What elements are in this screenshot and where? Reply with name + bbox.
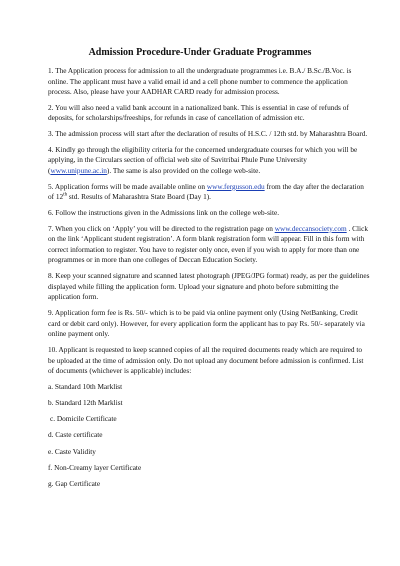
page-title: Admission Procedure-Under Graduate Programmes [88, 47, 312, 58]
fergusson-link[interactable]: www.fergusson.edu [206, 181, 265, 191]
paragraph-5-text-end: std. Results of Maharashtra State Board (Day 1). [67, 192, 211, 202]
list-item: a. Standard 10th Marklist [48, 381, 123, 391]
paragraph-3: 3. The admission process will start after the declaration of results of H.S.C. / 12th std. by Maharashtra Board. [48, 129, 368, 139]
documents-list [48, 382, 370, 490]
list-item: f. Non-Creamy layer Certificate [48, 462, 142, 472]
list-item: e. Caste Validity [48, 446, 96, 456]
document-body [48, 66, 370, 495]
paragraph-1: 1. The Application process for admission to all the undergraduate programmes i.e. B.A./ B.Sc./B.Voc. is online. The applicant must have a valid email id and a cell phone number to commence the application process. Also, please have your AADHAR CARD ready for admission process. [48, 66, 352, 97]
paragraph-7 [48, 224, 370, 266]
paragraph-4-text-start: 4. Kindly go through the eligibility criteria for the concerned undergraduate courses for which you will be applying, in the Circulars section of official web site of Savitribai Phule Pune University ( [48, 144, 358, 176]
list-item: b. Standard 12th Marklist [48, 397, 123, 407]
paragraph-8: 8. Keep your scanned signature and scanned latest photograph (JPEG/JPG format) ready, as per the guidelines displayed while filling the application form. Upload your signature and photo before submitting the application form. [48, 271, 370, 302]
paragraph-4 [48, 145, 370, 177]
paragraph-6: 6. Follow the instructions given in the Admissions link on the college web-site. [48, 208, 280, 217]
paragraph-5-text-mid: from the day after the declaration of 12 [48, 181, 364, 202]
list-item: d. Caste certificate [48, 430, 103, 440]
paragraph-10: 10. Applicant is requested to keep scanned copies of all the required documents ready which are required to be uploaded at the time of admission only. Do not upload any document before admission is confirmed. List of documents (whichever is applicable) includes: [48, 344, 364, 376]
paragraph-5-text-start: 5. Application forms will be made available online on [48, 181, 207, 191]
list-item: c. Domicile Certificate [50, 414, 117, 424]
list-item: g. Gap Certificate [48, 478, 101, 488]
ordinal-superscript: th [63, 192, 68, 198]
deccansociety-link[interactable]: www.deccansociety.com [274, 223, 347, 233]
paragraph-2: 2. You will also need a valid bank account in a nationalized bank. This is essential in case of refunds of deposits, for scholarships/freeships, for refunds in case of cancellation of admission etc. [48, 102, 349, 123]
paragraph-9: 9. Application form fee is Rs. 50/- which is to be paid via online payment only (Using NetBanking, Credit card or debit card only). However, for every application form the applicant has to pay Rs. 50/- separately via online payment only. [48, 308, 365, 339]
paragraph-5 [48, 182, 370, 203]
paragraph-7-text-end: . Click on the link ‘Applicant student registration’. A form blank registration form will appear. Fill in this form with correct information to register. You have to register only once, even if you wish to apply for more than one programmes or in more than one colleges of Deccan Education Society. [48, 223, 368, 265]
paragraph-7-text-start: 7. When you click on ‘Apply’ you will be directed to the registration page on [48, 223, 275, 233]
unipune-link[interactable]: www.unipune.ac.in [50, 166, 107, 176]
paragraph-4-text-end: ). The same is also provided on the college web-site. [106, 166, 261, 176]
